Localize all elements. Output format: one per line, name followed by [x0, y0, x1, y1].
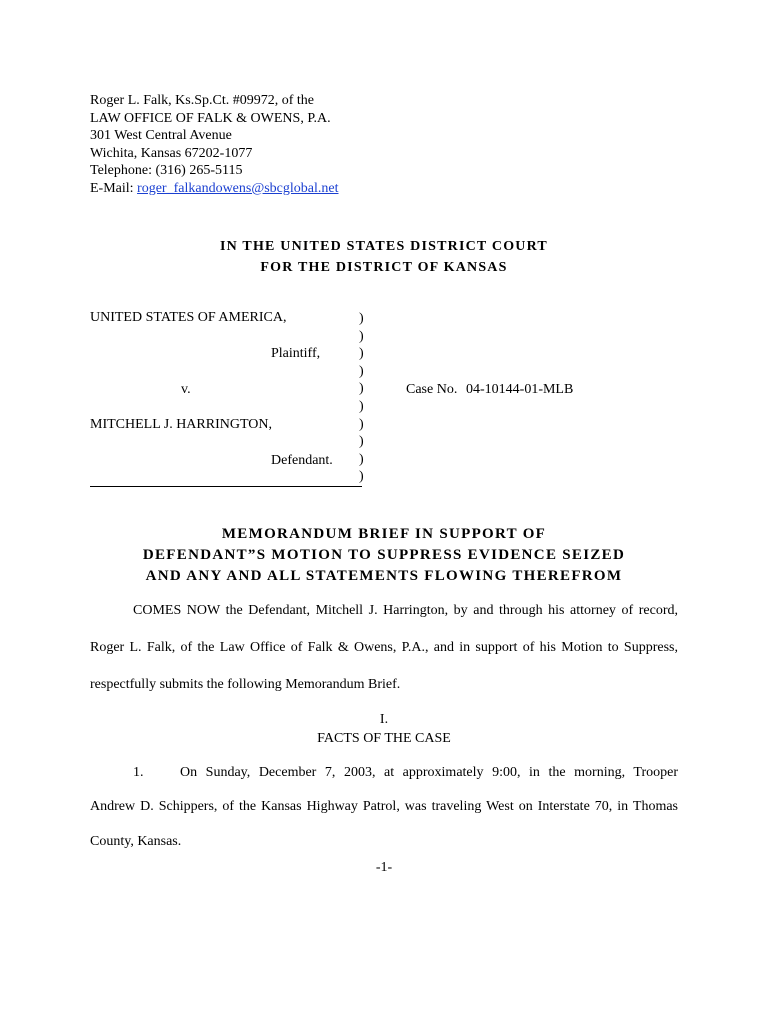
- case-caption: [90, 310, 690, 490]
- attorney-name-line: Roger L. Falk, Ks.Sp.Ct. #09972, of the: [90, 93, 314, 108]
- intro-line-3: respectfully submits the following Memorandum Brief.: [90, 677, 401, 692]
- caption-paren: ): [359, 328, 364, 344]
- telephone-line: Telephone: (316) 265-5115: [90, 163, 243, 178]
- caption-paren: ): [359, 416, 364, 432]
- case-number: 04-10144-01-MLB: [466, 382, 574, 397]
- versus-label: v.: [181, 382, 191, 397]
- court-heading-line-2: FOR THE DISTRICT OF KANSAS: [260, 260, 508, 275]
- court-heading-line-1: IN THE UNITED STATES DISTRICT COURT: [220, 239, 548, 254]
- caption-paren: ): [359, 363, 364, 379]
- caption-paren: ): [359, 469, 364, 485]
- email-label: E-Mail:: [90, 180, 138, 196]
- law-office-line: LAW OFFICE OF FALK & OWENS, P.A.: [90, 110, 331, 126]
- street-address-line: 301 West Central Avenue: [90, 128, 232, 143]
- brief-title: [0, 524, 768, 587]
- caption-paren: ): [359, 451, 364, 467]
- paragraph-1-line-2: Andrew D. Schippers, of the Kansas Highway Patrol, was traveling West on Interstate 70, in Thomas: [90, 799, 678, 814]
- section-heading: [0, 710, 768, 748]
- caption-paren: ): [359, 434, 364, 450]
- caption-paren: ): [359, 311, 364, 326]
- plaintiff-role: Plaintiff,: [271, 346, 321, 361]
- attorney-block: [90, 92, 339, 197]
- email-link[interactable]: roger_falkandowens@sbcglobal.net: [137, 180, 339, 196]
- defendant-role: Defendant.: [271, 453, 333, 468]
- caption-paren: ): [359, 381, 364, 397]
- paragraph-number: 1.: [133, 765, 144, 780]
- caption-paren: ): [359, 398, 364, 414]
- section-title: FACTS OF THE CASE: [317, 731, 451, 746]
- caption-paren: ): [359, 346, 364, 362]
- plaintiff-party: UNITED STATES OF AMERICA,: [90, 310, 287, 325]
- paragraph-1-line-1: On Sunday, December 7, 2003, at approximately 9:00, in the morning, Trooper: [180, 765, 678, 780]
- brief-title-line-2: DEFENDANT”S MOTION TO SUPPRESS EVIDENCE SEIZED: [142, 547, 626, 563]
- intro-line-2: Roger L. Falk, of the Law Office of Falk & Owens, P.A., and in support of his Motion to Suppress,: [90, 640, 678, 655]
- defendant-party: MITCHELL J. HARRINGTON,: [90, 417, 272, 432]
- court-heading: [0, 236, 768, 278]
- email-line: [90, 180, 339, 198]
- caption-parentheses: [359, 310, 364, 486]
- paragraph-1-line-3: County, Kansas.: [90, 834, 182, 849]
- case-number-label: Case No.: [406, 382, 458, 397]
- intro-line-1: COMES NOW the Defendant, Mitchell J. Harrington, by and through his attorney of record,: [133, 603, 678, 618]
- section-numeral: I.: [379, 712, 389, 727]
- brief-title-line-1: MEMORANDUM BRIEF IN SUPPORT OF: [221, 526, 547, 542]
- page-number: -1-: [375, 860, 393, 875]
- city-state-line: Wichita, Kansas 67202-1077: [90, 145, 253, 161]
- brief-title-line-3: AND ANY AND ALL STATEMENTS FLOWING THEREFROM: [145, 568, 623, 584]
- caption-underline: [90, 486, 362, 487]
